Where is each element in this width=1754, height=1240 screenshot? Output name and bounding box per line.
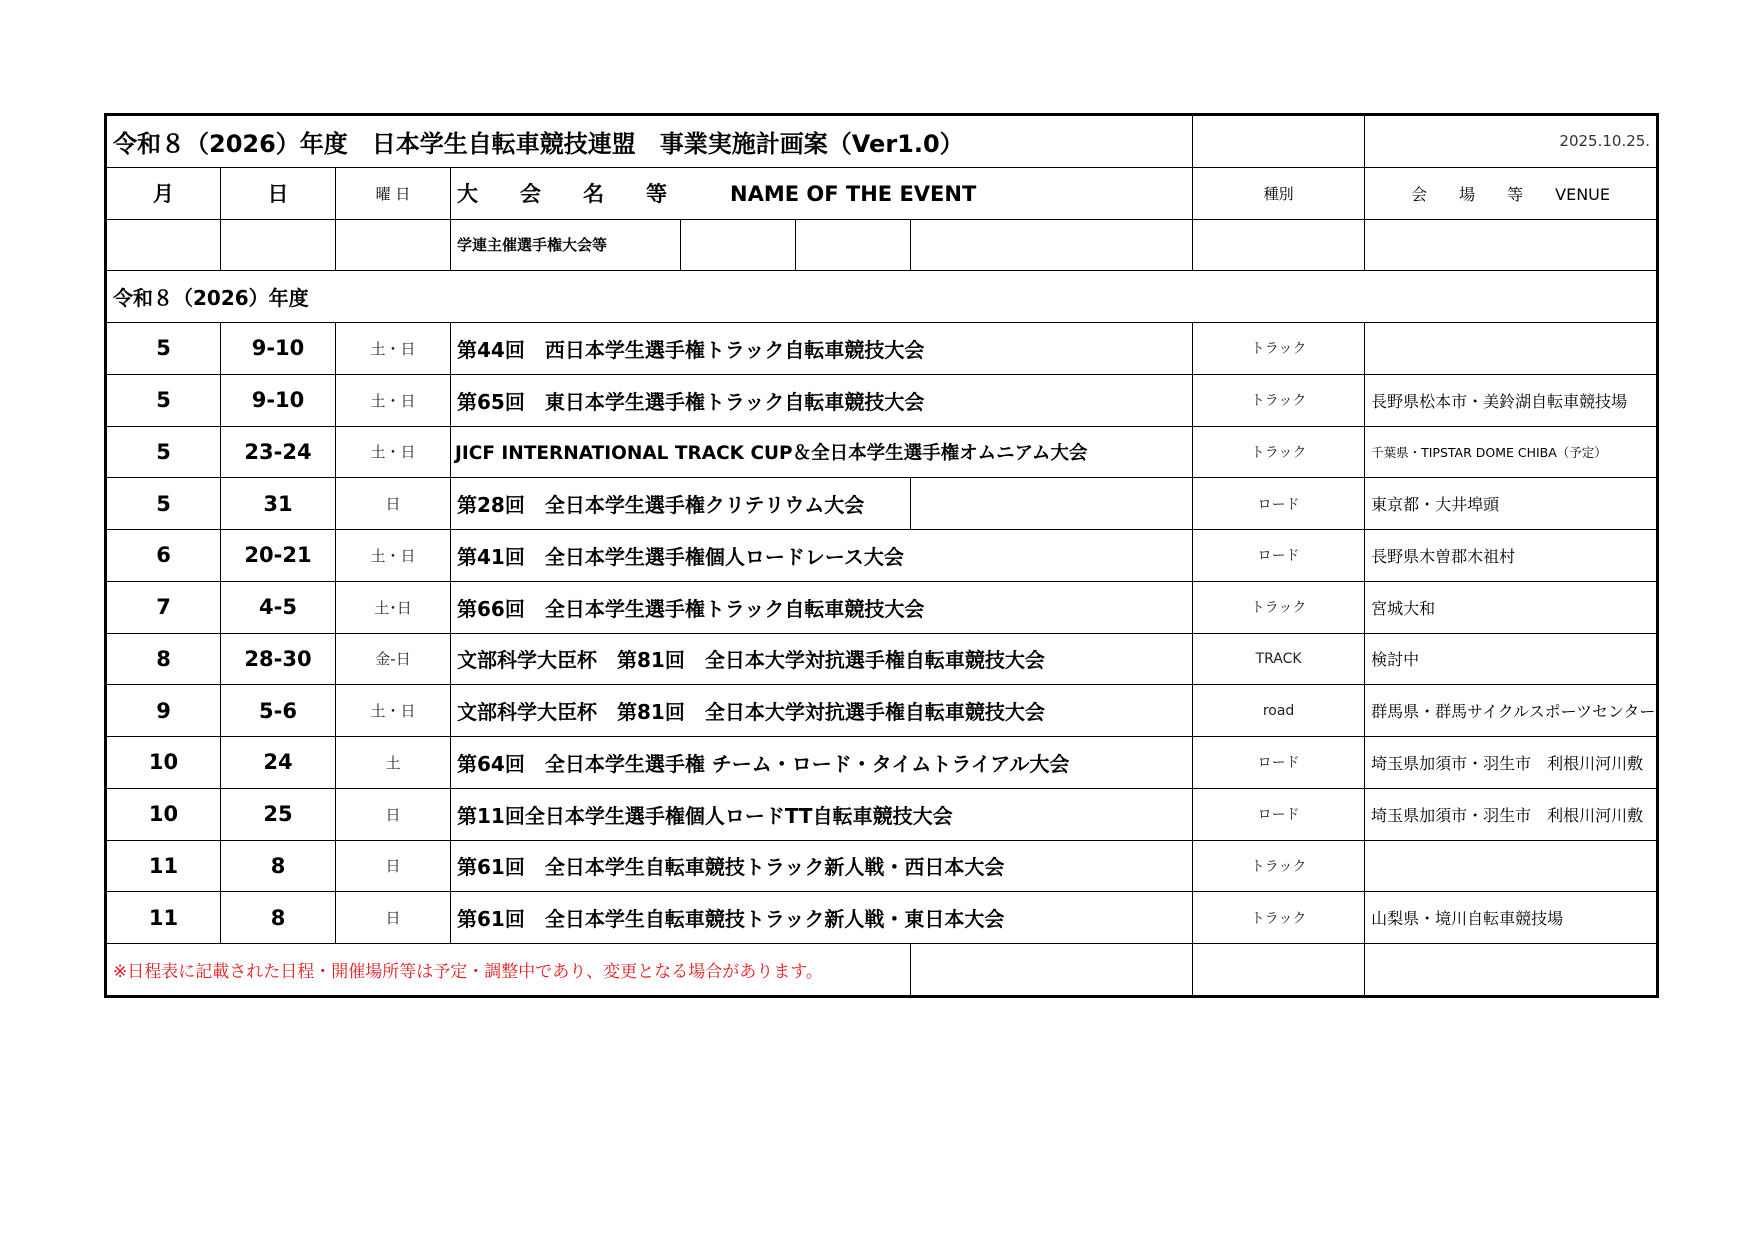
event-row [106, 426, 1658, 478]
event-weekday: 土・日 [336, 323, 451, 375]
event-row [106, 581, 1658, 633]
event-month: 10 [106, 737, 221, 789]
event-name: JICF INTERNATIONAL TRACK CUP＆全日本学生選手権オムニアム大会 [451, 426, 1193, 478]
event-month: 8 [106, 633, 221, 685]
event-weekday: 金-日 [336, 633, 451, 685]
event-month: 11 [106, 840, 221, 892]
event-type: トラック [1193, 374, 1365, 426]
event-type: トラック [1193, 840, 1365, 892]
col-header-month: 月 [106, 167, 221, 219]
col-header-weekday: 曜 日 [336, 167, 451, 219]
event-name: 第66回 全日本学生選手権トラック自転車競技大会 [451, 581, 1193, 633]
event-weekday: 土・日 [336, 374, 451, 426]
event-weekday: 日 [336, 892, 451, 944]
event-month: 10 [106, 788, 221, 840]
subheader-label: 学連主催選手権大会等 [451, 219, 681, 271]
blank-cell [106, 219, 221, 271]
event-row [106, 374, 1658, 426]
document-date: 2025.10.25. [1365, 115, 1658, 168]
event-type: ロード [1193, 788, 1365, 840]
event-name: 文部科学大臣杯 第81回 全日本大学対抗選手権自転車競技大会 [451, 685, 1193, 737]
event-venue: 長野県松本市・美鈴湖自転車競技場 [1365, 374, 1658, 426]
event-row [106, 737, 1658, 789]
event-name: 第65回 東日本学生選手権トラック自転車競技大会 [451, 374, 1193, 426]
event-venue: 山梨県・境川自転車競技場 [1365, 892, 1658, 944]
blank-cell [1365, 944, 1658, 997]
event-row [106, 530, 1658, 582]
event-venue: 埼玉県加須市・羽生市 利根川河川敷 [1365, 737, 1658, 789]
event-name: 第28回 全日本学生選手権クリテリウム大会 [451, 478, 911, 530]
event-day: 24 [221, 737, 336, 789]
title-blank-cell [1193, 115, 1365, 168]
section-label: 令和８（2026）年度 [106, 271, 1658, 323]
schedule-disclaimer-note: ※日程表に記載された日程・開催場所等は予定・調整中であり、変更となる場合があります。 [106, 944, 911, 997]
event-type: トラック [1193, 892, 1365, 944]
event-month: 5 [106, 323, 221, 375]
event-venue: 群馬県・群馬サイクルスポーツセンター [1365, 685, 1658, 737]
blank-cell [911, 944, 1193, 997]
event-venue: 長野県木曽郡木祖村 [1365, 530, 1658, 582]
event-weekday: 土・日 [336, 426, 451, 478]
event-month: 9 [106, 685, 221, 737]
event-day: 23-24 [221, 426, 336, 478]
event-venue: 東京都・大井埠頭 [1365, 478, 1658, 530]
event-month: 11 [106, 892, 221, 944]
schedule-table [104, 113, 1659, 998]
event-weekday: 土･日 [336, 581, 451, 633]
event-month: 5 [106, 374, 221, 426]
event-weekday: 土 [336, 737, 451, 789]
event-name: 第44回 西日本学生選手権トラック自転車競技大会 [451, 323, 1193, 375]
event-name: 第61回 全日本学生自転車競技トラック新人戦・東日本大会 [451, 892, 1193, 944]
event-venue [1365, 323, 1658, 375]
event-type: ロード [1193, 478, 1365, 530]
event-venue: 宮城大和 [1365, 581, 1658, 633]
event-month: 5 [106, 478, 221, 530]
event-day: 8 [221, 892, 336, 944]
event-name: 第41回 全日本学生選手権個人ロードレース大会 [451, 530, 1193, 582]
event-row [106, 478, 1658, 530]
col-header-event: 大 会 名 等 NAME OF THE EVENT [451, 167, 1193, 219]
blank-cell [1193, 944, 1365, 997]
event-day: 9-10 [221, 323, 336, 375]
event-month: 5 [106, 426, 221, 478]
event-type: ロード [1193, 530, 1365, 582]
event-row [106, 685, 1658, 737]
blank-cell [1193, 219, 1365, 271]
blank-cell [681, 219, 796, 271]
col-header-venue: 会 場 等 VENUE [1365, 167, 1658, 219]
blank-cell [221, 219, 336, 271]
event-row [106, 633, 1658, 685]
event-month: 7 [106, 581, 221, 633]
blank-cell [911, 219, 1193, 271]
subheader-row [106, 219, 1658, 271]
event-day: 20-21 [221, 530, 336, 582]
event-venue: 埼玉県加須市・羽生市 利根川河川敷 [1365, 788, 1658, 840]
event-type: トラック [1193, 581, 1365, 633]
event-type: トラック [1193, 323, 1365, 375]
event-day: 25 [221, 788, 336, 840]
event-type: TRACK [1193, 633, 1365, 685]
column-header-row [106, 167, 1658, 219]
event-venue [1365, 840, 1658, 892]
event-row [106, 840, 1658, 892]
event-day: 9-10 [221, 374, 336, 426]
col-header-day: 日 [221, 167, 336, 219]
event-name: 第64回 全日本学生選手権 チーム・ロード・タイムトライアル大会 [451, 737, 1193, 789]
blank-cell [796, 219, 911, 271]
event-type: ロード [1193, 737, 1365, 789]
event-venue: 千葉県・TIPSTAR DOME CHIBA（予定） [1365, 426, 1658, 478]
event-day: 4-5 [221, 581, 336, 633]
event-row [106, 323, 1658, 375]
blank-cell [1365, 219, 1658, 271]
event-type: トラック [1193, 426, 1365, 478]
section-row [106, 271, 1658, 323]
event-name: 第61回 全日本学生自転車競技トラック新人戦・西日本大会 [451, 840, 1193, 892]
event-weekday: 日 [336, 788, 451, 840]
event-weekday: 土・日 [336, 685, 451, 737]
event-name: 第11回全日本学生選手権個人ロードTT自転車競技大会 [451, 788, 1193, 840]
event-type: road [1193, 685, 1365, 737]
event-day: 5-6 [221, 685, 336, 737]
blank-cell [336, 219, 451, 271]
blank-cell [911, 478, 1193, 530]
document-title: 令和８（2026）年度 日本学生自転車競技連盟 事業実施計画案（Ver1.0） [106, 115, 1193, 168]
footer-row [106, 944, 1658, 997]
event-day: 8 [221, 840, 336, 892]
event-name: 文部科学大臣杯 第81回 全日本大学対抗選手権自転車競技大会 [451, 633, 1193, 685]
event-weekday: 日 [336, 478, 451, 530]
col-header-type: 種別 [1193, 167, 1365, 219]
event-day: 31 [221, 478, 336, 530]
event-weekday: 土・日 [336, 530, 451, 582]
title-row [106, 115, 1658, 168]
event-row [106, 788, 1658, 840]
event-weekday: 日 [336, 840, 451, 892]
event-month: 6 [106, 530, 221, 582]
event-row [106, 892, 1658, 944]
event-day: 28-30 [221, 633, 336, 685]
event-venue: 検討中 [1365, 633, 1658, 685]
